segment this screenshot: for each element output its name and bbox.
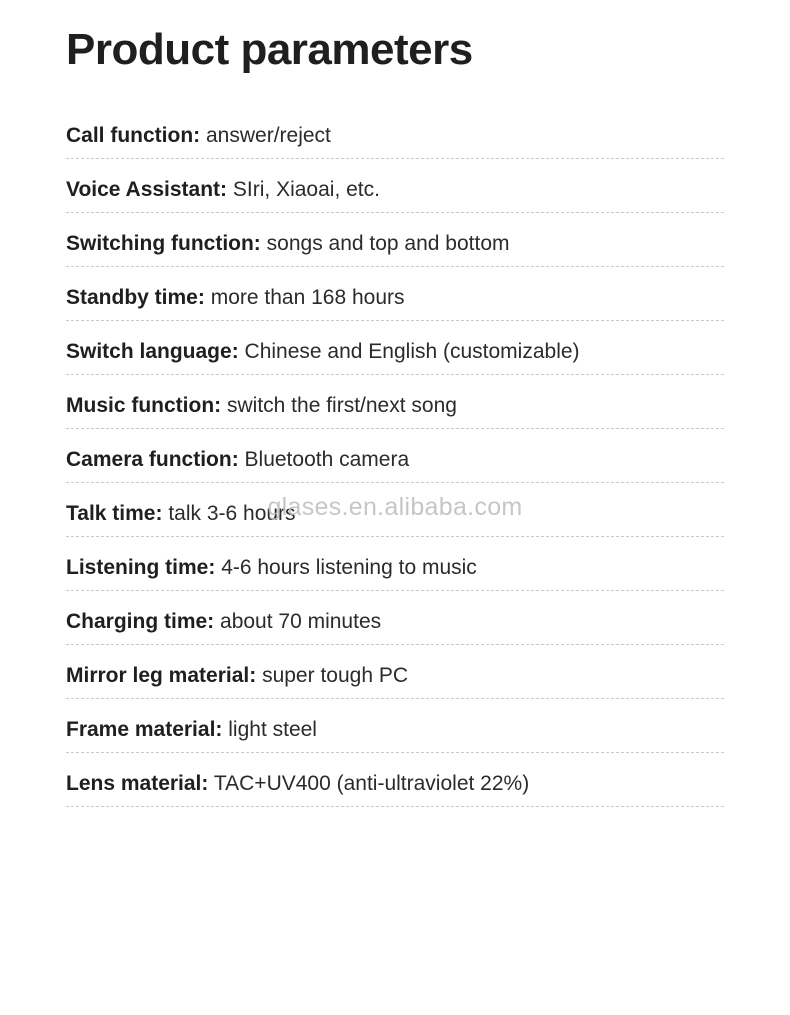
spec-line (66, 556, 477, 579)
spec-value: more than 168 hours (210, 285, 405, 309)
spec-label: Switching function: (66, 231, 261, 255)
spec-row (66, 591, 724, 645)
spec-value: SIri, Xiaoai, etc. (232, 177, 380, 201)
spec-list (66, 105, 724, 807)
spec-row (66, 645, 724, 699)
spec-label: Talk time: (66, 501, 163, 525)
spec-row (66, 483, 724, 537)
spec-row (66, 699, 724, 753)
spec-label: Switch language: (66, 339, 239, 363)
spec-value: talk 3-6 hours (168, 501, 296, 525)
spec-label: Camera function: (66, 447, 239, 471)
spec-row (66, 753, 724, 807)
spec-value: Chinese and English (customizable) (244, 339, 580, 363)
spec-value: about 70 minutes (220, 609, 382, 633)
spec-label: Charging time: (66, 609, 215, 633)
spec-label: Frame material: (66, 717, 223, 741)
spec-value: switch the first/next song (227, 393, 457, 417)
spec-row (66, 159, 724, 213)
spec-label: Listening time: (66, 555, 216, 579)
spec-label: Standby time: (66, 285, 205, 309)
spec-line (66, 124, 331, 147)
spec-line (66, 394, 457, 417)
spec-row (66, 429, 724, 483)
spec-label: Mirror leg material: (66, 663, 257, 687)
watermark: glases.en.alibaba.com (267, 493, 523, 521)
spec-value: super tough PC (262, 663, 409, 687)
spec-line (66, 232, 510, 255)
spec-value: 4-6 hours listening to music (221, 555, 477, 579)
spec-row (66, 321, 724, 375)
spec-label: Lens material: (66, 771, 209, 795)
spec-label: Voice Assistant: (66, 177, 228, 201)
spec-line (66, 448, 409, 471)
spec-value: Bluetooth camera (244, 447, 410, 471)
spec-value: songs and top and bottom (266, 231, 510, 255)
spec-label: Call function: (66, 123, 201, 147)
spec-row (66, 375, 724, 429)
spec-line (66, 610, 381, 633)
spec-line (66, 286, 405, 309)
spec-value: TAC+UV400 (anti-ultraviolet 22%) (213, 771, 530, 795)
spec-line (66, 178, 380, 201)
spec-row (66, 213, 724, 267)
spec-value: answer/reject (206, 123, 331, 147)
spec-line (66, 340, 580, 363)
spec-label: Music function: (66, 393, 222, 417)
page-title: Product parameters (66, 25, 473, 74)
spec-line (66, 502, 296, 525)
spec-row (66, 105, 724, 159)
spec-line (66, 772, 529, 795)
spec-row (66, 537, 724, 591)
spec-row (66, 267, 724, 321)
spec-line (66, 718, 317, 741)
spec-value: light steel (228, 717, 317, 741)
spec-line (66, 664, 408, 687)
